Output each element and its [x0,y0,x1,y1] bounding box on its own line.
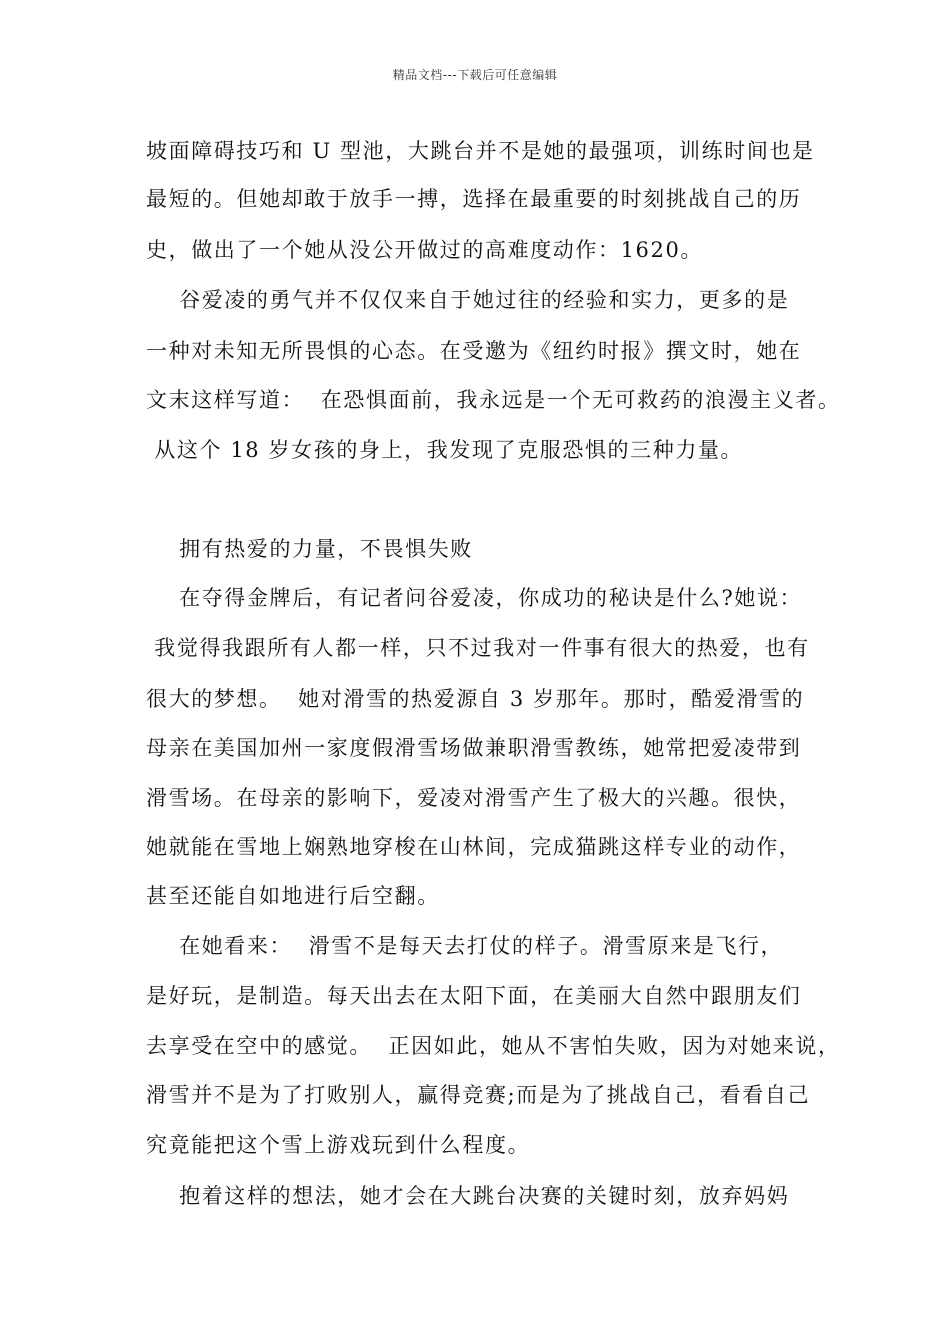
paragraph-line: 在她看来： 滑雪不是每天去打仗的样子。滑雪原来是飞行， [146,934,784,958]
paragraph-line: 一种对未知无所畏惧的心态。在受邀为《纽约时报》撰文时，她在 [146,339,802,363]
paragraph-line: 从这个 18 岁女孩的身上，我发现了克服恐惧的三种力量。 [146,438,744,462]
paragraph-line: 坡面障碍技巧和 U 型池，大跳台并不是她的最强项，训练时间也是 [146,139,815,163]
paragraph-line: 我觉得我跟所有人都一样，只不过我对一件事有很大的热爱，也有 [146,636,810,660]
paragraph-line: 史，做出了一个她从没公开做过的高难度动作：1620。 [146,238,704,262]
paragraph-line: 很大的梦想。 她对滑雪的热爱源自 3 岁那年。那时，酷爱滑雪的 [146,687,805,711]
paragraph-line: 最短的。但她却敢于放手一搏，选择在最重要的时刻挑战自己的历 [146,187,802,211]
section-heading: 拥有热爱的力量，不畏惧失败 [146,537,473,561]
paragraph-line: 在夺得金牌后，有记者问谷爱凌，你成功的秘诀是什么?她说： [146,586,803,610]
paragraph-line: 甚至还能自如地进行后空翻。 [146,884,440,908]
paragraph-line: 去享受在空中的感觉。 正因如此，她从不害怕失败，因为对她来说， [146,1034,841,1058]
paragraph-line: 究竟能把这个雪上游戏玩到什么程度。 [146,1133,531,1157]
paragraph-line: 母亲在美国加州一家度假滑雪场做兼职滑雪教练，她常把爱凌带到 [146,736,802,760]
page-header: 精品文档---下载后可任意编辑 [392,68,558,82]
paragraph-line: 她就能在雪地上娴熟地穿梭在山林间，完成猫跳这样专业的动作， [146,835,802,859]
paragraph-line: 是好玩，是制造。每天出去在太阳下面，在美丽大自然中跟朋友们 [146,984,802,1008]
paragraph-line: 文末这样写道： 在恐惧面前，我永远是一个无可救药的浪漫主义者。 [146,388,841,412]
paragraph-line: 滑雪并不是为了打败别人，赢得竞赛;而是为了挑战自己，看看自己 [146,1083,811,1107]
paragraph-line: 谷爱凌的勇气并不仅仅来自于她过往的经验和实力，更多的是 [146,288,790,312]
paragraph-line: 抱着这样的想法，她才会在大跳台决赛的关键时刻，放弃妈妈 [146,1184,790,1208]
paragraph-line: 滑雪场。在母亲的影响下，爱凌对滑雪产生了极大的兴趣。很快， [146,786,802,810]
